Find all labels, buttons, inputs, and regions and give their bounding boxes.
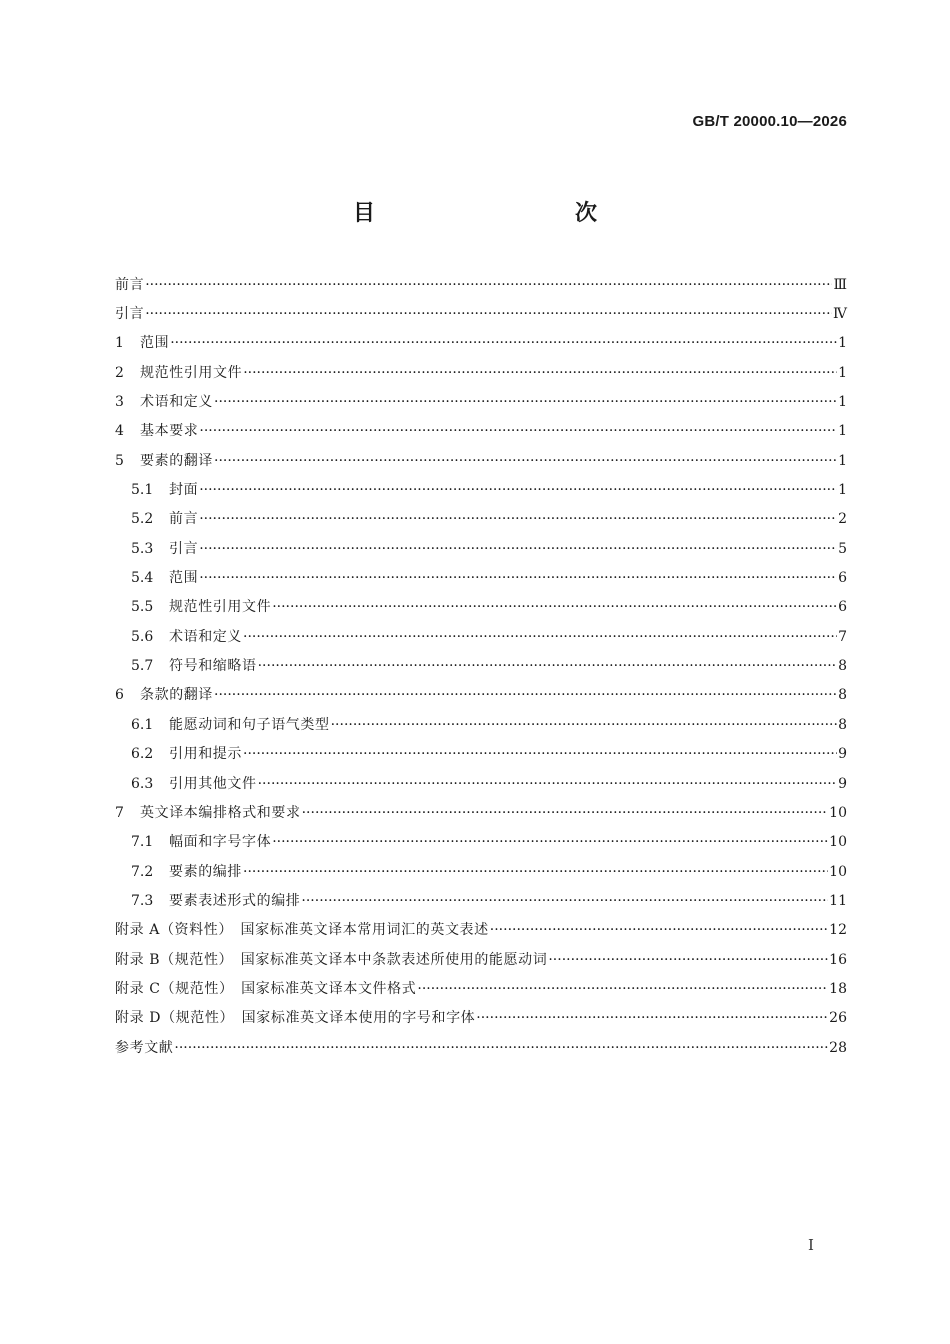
toc-entry[interactable] — [115, 740, 847, 769]
toc-dot-leader — [199, 510, 837, 528]
toc-entry-page: 16 — [829, 951, 847, 968]
toc-entry[interactable] — [115, 299, 847, 328]
toc-entry-title: 参考文献 — [115, 1039, 174, 1056]
toc-entry-page: 5 — [838, 540, 847, 557]
toc-entry-page: Ⅲ — [833, 276, 847, 293]
toc-entry[interactable] — [115, 945, 847, 974]
toc-dot-leader — [272, 598, 837, 616]
toc-dot-leader — [214, 686, 837, 704]
toc-entry-page: 28 — [829, 1039, 847, 1056]
page-number: Ⅰ — [808, 1236, 814, 1254]
toc-dot-leader — [170, 334, 837, 352]
toc-dot-leader — [302, 804, 829, 822]
toc-dot-leader — [258, 775, 837, 793]
toc-entry[interactable] — [115, 916, 847, 945]
toc-dot-leader — [490, 921, 828, 939]
toc-dot-leader — [199, 540, 837, 558]
toc-entry-number: 7.2 — [131, 863, 154, 880]
toc-entry[interactable] — [115, 446, 847, 475]
toc-entry-number: 5.1 — [131, 482, 154, 499]
toc-entry[interactable] — [115, 270, 847, 299]
toc-entry[interactable] — [115, 622, 847, 651]
toc-entry-title: 幅面和字号字体 — [169, 834, 272, 851]
toc-entry-number: 3 — [115, 394, 124, 411]
toc-entry-title: 封面 — [169, 482, 199, 499]
page-title: 目 次 — [352, 201, 649, 226]
toc-entry-page: 1 — [838, 335, 847, 352]
toc-entry[interactable] — [115, 681, 847, 710]
toc-entry-title: 前言 — [169, 511, 199, 528]
toc-entry-title: 引言 — [115, 306, 145, 323]
toc-entry-title: 要素的翻译 — [140, 452, 213, 469]
toc-dot-leader — [145, 305, 832, 323]
toc-dot-leader — [417, 980, 828, 998]
toc-entry-page: 1 — [838, 423, 847, 440]
toc-entry-page: Ⅳ — [833, 306, 847, 323]
toc-entry[interactable] — [115, 534, 847, 563]
toc-entry-title: 前言 — [115, 276, 145, 293]
toc-entry-title: 术语和定义 — [169, 628, 242, 645]
toc-entry-title: 要素表述形式的编排 — [169, 892, 301, 909]
toc-entry-number: 5.5 — [131, 599, 154, 616]
toc-entry-page: 11 — [829, 892, 847, 909]
toc-entry[interactable] — [115, 857, 847, 886]
toc-entry-page: 26 — [829, 1010, 847, 1027]
toc-entry-page: 9 — [838, 775, 847, 792]
toc-entry-page: 8 — [838, 687, 847, 704]
toc-dot-leader — [331, 716, 837, 734]
toc-entry-number: 6.1 — [131, 716, 154, 733]
toc-entry-number: 6 — [115, 687, 124, 704]
toc-entry-page: 8 — [838, 716, 847, 733]
toc-dot-leader — [272, 833, 828, 851]
toc-entry[interactable] — [115, 593, 847, 622]
toc-dot-leader — [199, 481, 837, 499]
toc-dot-leader — [174, 1039, 828, 1057]
toc-entry-page: 1 — [838, 482, 847, 499]
toc-entry-number: 7.1 — [131, 834, 154, 851]
toc-dot-leader — [145, 276, 832, 294]
toc-entry-title: 术语和定义 — [140, 394, 213, 411]
toc-entry-title: 引言 — [169, 540, 199, 557]
toc-entry-title: 引用和提示 — [169, 746, 242, 763]
toc-dot-leader — [476, 1009, 828, 1027]
toc-entry-number: 5.3 — [131, 540, 154, 557]
toc-entry-page: 6 — [838, 570, 847, 587]
toc-entry[interactable] — [115, 505, 847, 534]
toc-dot-leader — [243, 745, 837, 763]
toc-entry-page: 10 — [829, 834, 847, 851]
toc-dot-leader — [243, 364, 837, 382]
toc-entry-title: 条款的翻译 — [140, 687, 213, 704]
toc-entry-title: 规范性引用文件 — [169, 599, 272, 616]
toc-entry[interactable] — [115, 710, 847, 739]
toc-entry[interactable] — [115, 475, 847, 504]
toc-dot-leader — [199, 422, 837, 440]
toc-entry[interactable] — [115, 798, 847, 827]
toc-entry-number: 5.2 — [131, 511, 154, 528]
toc-entry-page: 12 — [829, 922, 847, 939]
toc-entry-number: 6.3 — [131, 775, 154, 792]
toc-entry[interactable] — [115, 358, 847, 387]
toc-entry-title: 要素的编排 — [169, 863, 242, 880]
toc-entry-title: 引用其他文件 — [169, 775, 257, 792]
toc-entry-title: 能愿动词和句子语气类型 — [169, 716, 330, 733]
toc-entry[interactable] — [115, 417, 847, 446]
toc-entry-title: 范围 — [140, 335, 170, 352]
toc-entry-number: 5.6 — [131, 628, 154, 645]
toc-entry[interactable] — [115, 387, 847, 416]
toc-entry-page: 1 — [838, 452, 847, 469]
toc-entry[interactable] — [115, 1004, 847, 1033]
toc-dot-leader — [301, 892, 828, 910]
toc-entry[interactable] — [115, 828, 847, 857]
toc-entry-title: 附录 B（规范性） 国家标准英文译本中条款表述所使用的能愿动词 — [115, 951, 548, 968]
toc-entry-page: 8 — [838, 658, 847, 675]
toc-entry-title: 基本要求 — [140, 423, 199, 440]
toc-entry-page: 18 — [829, 980, 847, 997]
toc-entry-page: 6 — [838, 599, 847, 616]
toc-entry-number: 5.7 — [131, 658, 154, 675]
toc-entry-page: 10 — [829, 804, 847, 821]
toc-dot-leader — [548, 951, 828, 969]
toc-entry-number: 2 — [115, 364, 124, 381]
toc-entry[interactable] — [115, 563, 847, 592]
table-of-contents — [115, 270, 847, 1062]
toc-dot-leader — [243, 628, 837, 646]
toc-entry-title: 规范性引用文件 — [140, 364, 243, 381]
toc-entry-title: 英文译本编排格式和要求 — [140, 804, 301, 821]
toc-entry-title: 范围 — [169, 570, 199, 587]
toc-dot-leader — [214, 393, 837, 411]
toc-entry-number: 1 — [115, 335, 124, 352]
standard-code: GB/T 20000.10—2026 — [692, 113, 847, 130]
toc-dot-leader — [243, 863, 828, 881]
toc-entry[interactable] — [115, 974, 847, 1003]
toc-entry-number: 7.3 — [131, 892, 154, 909]
toc-entry-number: 5 — [115, 452, 124, 469]
toc-dot-leader — [214, 452, 837, 470]
toc-entry-page: 2 — [838, 511, 847, 528]
toc-dot-leader — [258, 657, 837, 675]
toc-entry-number: 7 — [115, 804, 124, 821]
toc-entry-page: 7 — [838, 628, 847, 645]
toc-entry-page: 9 — [838, 746, 847, 763]
toc-dot-leader — [199, 569, 837, 587]
toc-entry[interactable] — [115, 329, 847, 358]
toc-entry[interactable] — [115, 1033, 847, 1062]
toc-entry-page: 1 — [838, 364, 847, 381]
toc-entry-page: 10 — [829, 863, 847, 880]
toc-entry-title: 附录 C（规范性） 国家标准英文译本文件格式 — [115, 980, 417, 997]
toc-entry[interactable] — [115, 886, 847, 915]
toc-entry[interactable] — [115, 769, 847, 798]
toc-entry-number: 4 — [115, 423, 124, 440]
toc-entry[interactable] — [115, 651, 847, 680]
toc-entry-page: 1 — [838, 394, 847, 411]
toc-entry-number: 5.4 — [131, 570, 154, 587]
toc-entry-title: 符号和缩略语 — [169, 658, 257, 675]
toc-entry-title: 附录 D（规范性） 国家标准英文译本使用的字号和字体 — [115, 1010, 476, 1027]
toc-entry-number: 6.2 — [131, 746, 154, 763]
toc-entry-title: 附录 A（资料性） 国家标准英文译本常用词汇的英文表述 — [115, 922, 489, 939]
